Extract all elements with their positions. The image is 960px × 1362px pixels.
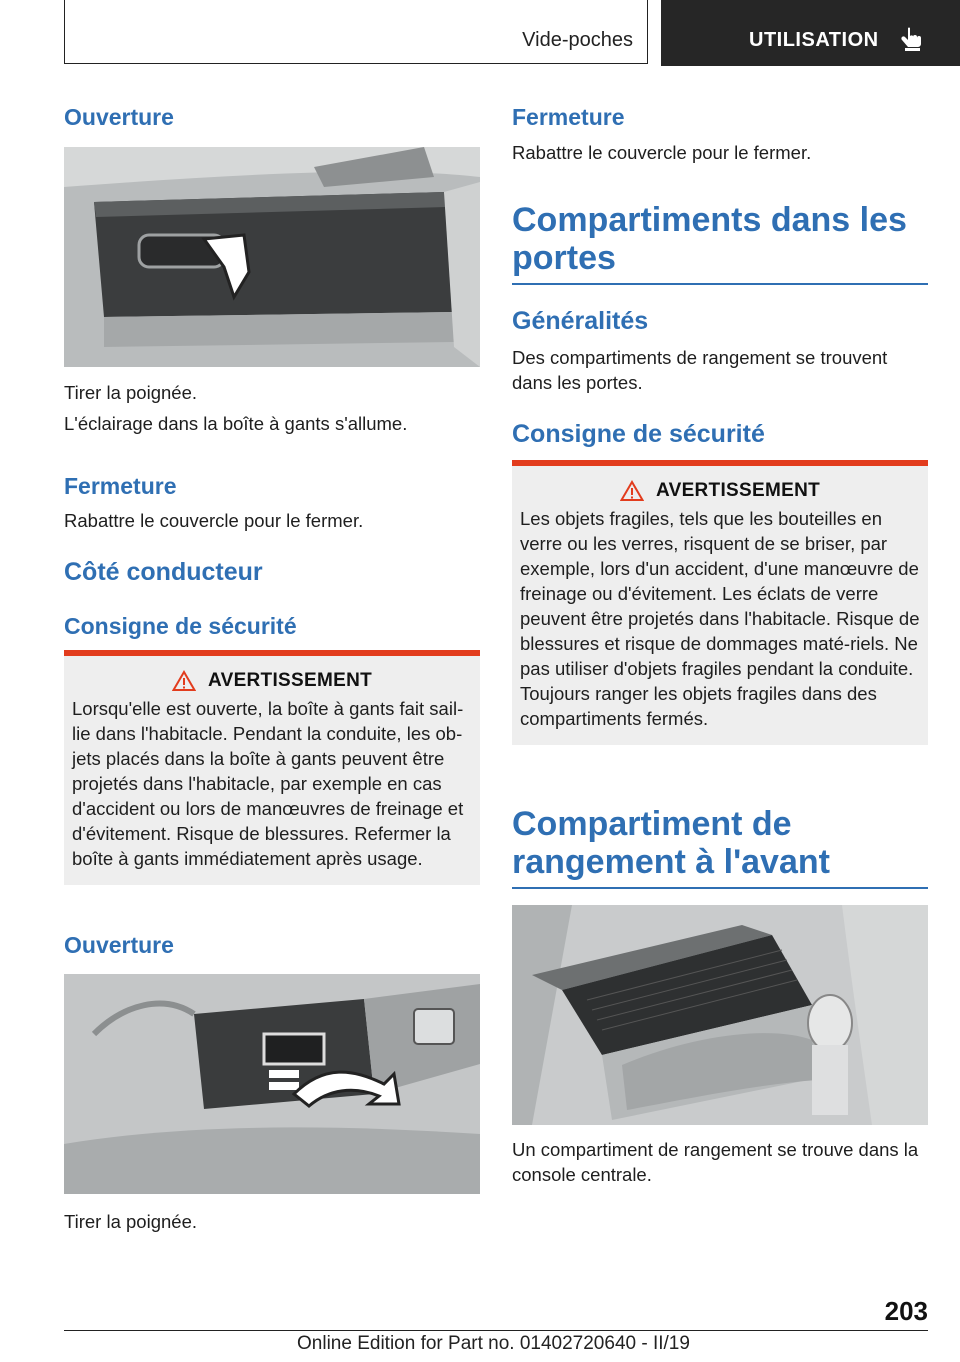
heading-safety-right: Consigne de sécurité [512,420,765,448]
page-number: 203 [884,1296,928,1326]
text-closing: Rabattre le couvercle pour le fermer. [64,510,364,531]
heading-door-compartments: Compartiments dans les portes [512,201,928,285]
text-console: Un compartiment de rangement se trouve dans la console centrale. [512,1139,919,1185]
warning-triangle-icon [172,670,196,692]
warning-triangle-icon [620,480,644,502]
heading-closing: Fermeture [64,473,177,499]
heading-closing-right: Fermeture [512,104,625,130]
warning-title-right: AVERTISSEMENT [655,480,820,501]
footer-divider [64,1330,928,1331]
text-general: Des compartiments de rangement se trouvent dans les portes. [512,347,888,393]
warning-box-right [512,460,928,745]
warning-header [72,670,472,692]
section-tab [64,0,648,64]
warning-text-right: Les objets fragiles, tels que les bouteilles en verre ou les verres, risquent de se briser, par exemple, lors d'un accident, d'une manœuvre de freinage ou d'évitement. Les éclats de verre peuvent être projetés dans l'habitacle. Risque de blessures et risque de dommages maté-riels. Ne pas utiliser d'objets fragiles pendant la conduite. Toujours ranger les objets fragiles dans des compartiments fermés. [520,508,920,729]
heading-safety: Consigne de sécurité [64,613,297,639]
center-console-photo [512,905,928,1125]
glovebox-photo-1 [64,147,480,367]
warning-box [64,650,480,885]
heading-opening-2: Ouverture [64,932,174,958]
chapter-tab [661,0,960,66]
heading-opening-1: Ouverture [64,104,174,130]
warning-text: Lorsqu'elle est ouverte, la boîte à gants fait sail-lie dans l'habitacle. Pendant la conduite, les ob-jets placés dans la boîte à gants peuvent être projetés dans l'habitacle, par exemple en cas d'accident ou lors de manœuvres de freinage et d'évitement. Risque de blessures. Refermer la boîte à gants immédiatement après usage. [72,698,464,869]
edition-note: Online Edition for Part no. 01402720640 - II/19 [297,1333,690,1354]
text-pull-handle-1: Tirer la poignée. [64,382,197,403]
hand-pointer-icon [899,26,925,52]
chapter-title: UTILISATION [749,29,879,51]
warning-title: AVERTISSEMENT [207,670,372,691]
section-title: Vide-poches [522,29,633,51]
text-pull-handle-2: Tirer la poignée. [64,1211,197,1232]
heading-driver-side: Côté conducteur [64,558,263,586]
text-closing-right: Rabattre le couvercle pour le fermer. [512,142,812,163]
heading-general: Généralités [512,307,649,335]
driver-compartment-photo [64,974,480,1194]
heading-front-storage: Compartiment de rangement à l'avant [512,805,928,889]
text-light: L'éclairage dans la boîte à gants s'allume. [64,413,408,434]
warning-header-right [520,480,920,502]
page-header [0,0,960,66]
